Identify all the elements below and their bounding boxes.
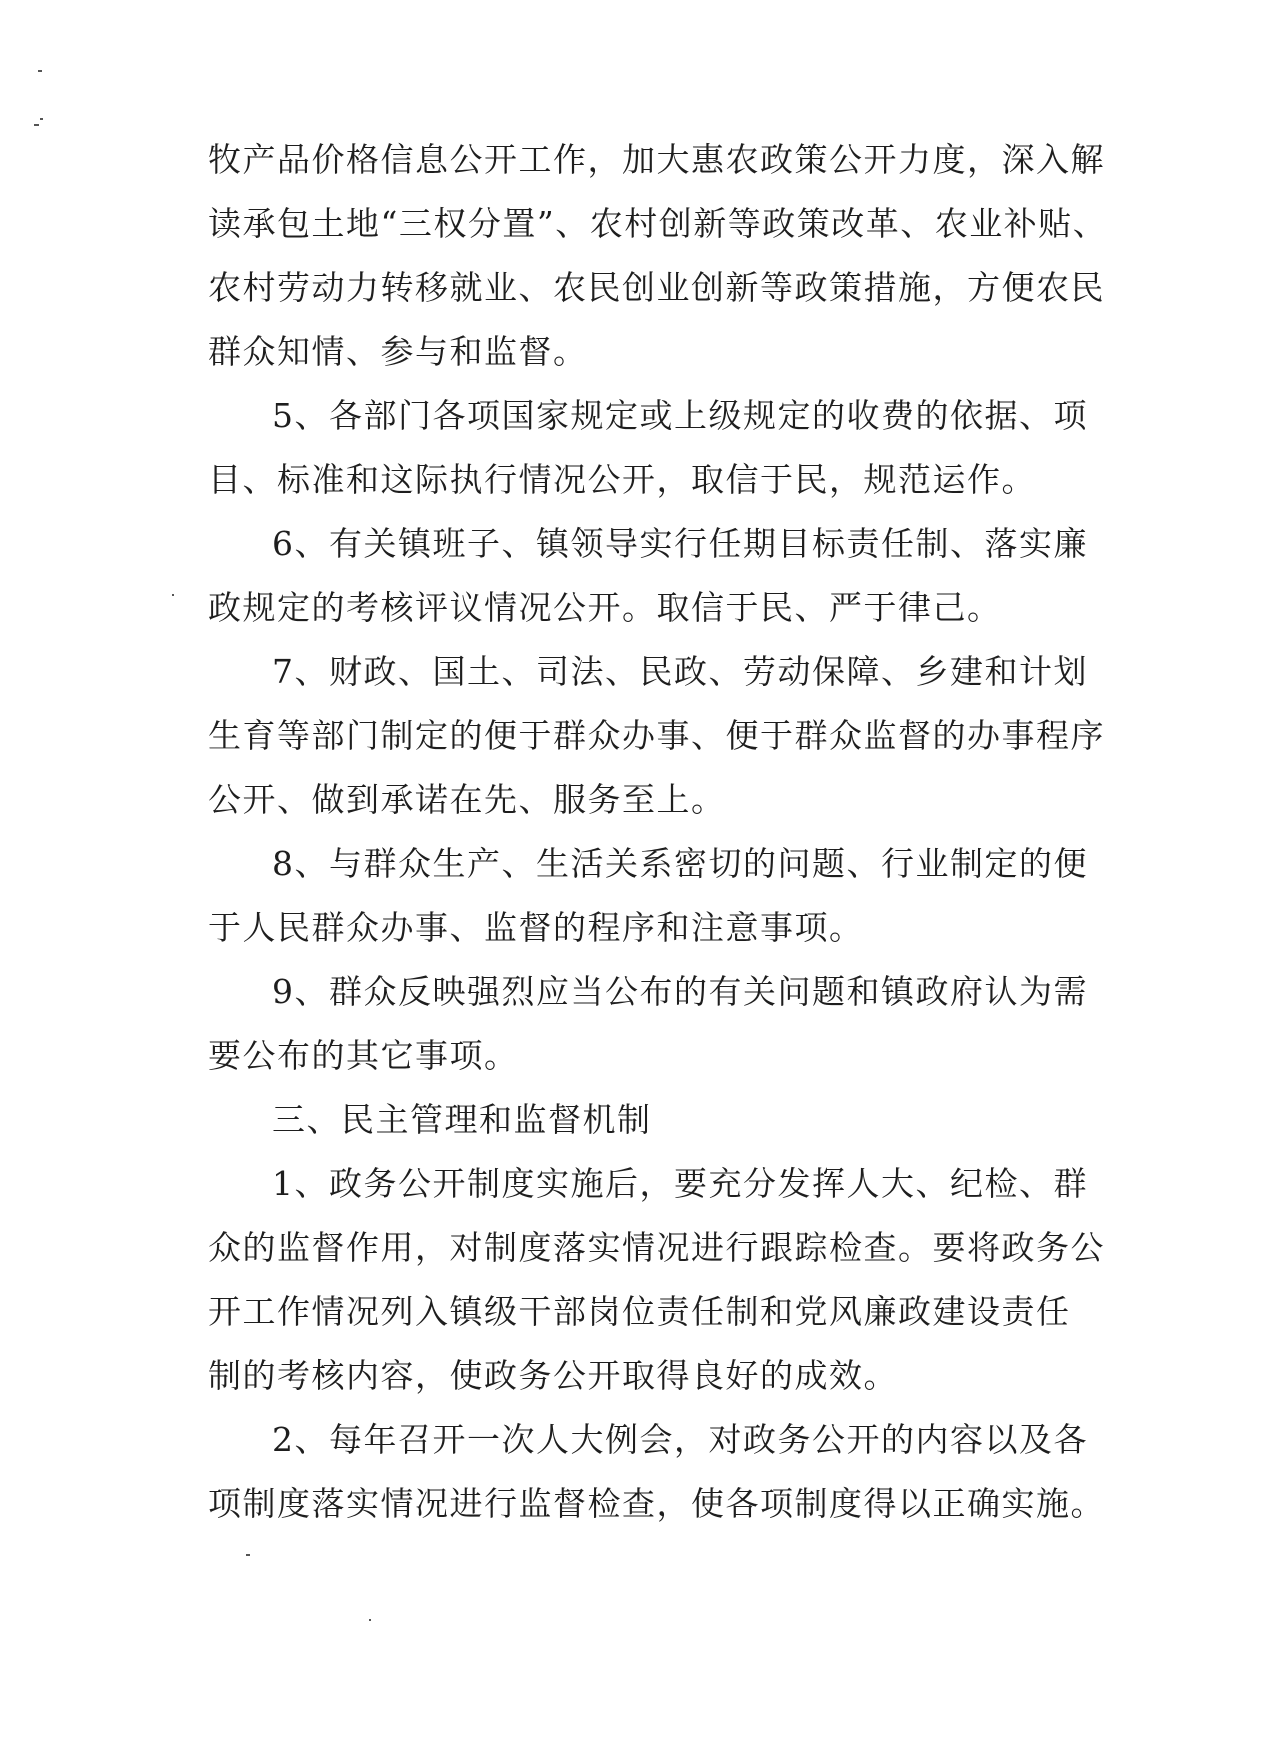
text-line: 群众知情、参与和监督。 (208, 332, 588, 371)
scan-mark (38, 70, 42, 72)
text-line: 农村劳动力转移就业、农民创业创新等政策措施，方便农民 (208, 268, 1105, 307)
text-line: 8、与群众生产、生活关系密切的问题、行业制定的便 (272, 844, 1088, 883)
section-heading: 三、民主管理和监督机制 (272, 1100, 652, 1139)
text-line: 6、有关镇班子、镇领导实行任期目标责任制、落实廉 (272, 524, 1088, 563)
text-line: 要公布的其它事项。 (208, 1036, 519, 1075)
text-line: 公开、做到承诺在先、服务至上。 (208, 780, 726, 819)
scan-mark (172, 594, 174, 596)
text-line: 2、每年召开一次人大例会，对政务公开的内容以及各 (272, 1420, 1088, 1459)
text-line: 项制度落实情况进行监督检查，使各项制度得以正确实施。 (208, 1484, 1105, 1523)
text-line: 5、各部门各项国家规定或上级规定的收费的依据、项 (272, 396, 1088, 435)
text-line: 制的考核内容，使政务公开取得良好的成效。 (208, 1356, 898, 1395)
text-line: 7、财政、国土、司法、民政、劳动保障、乡建和计划 (272, 652, 1088, 691)
text-line: 开工作情况列入镇级干部岗位责任制和党风廉政建设责任 (208, 1292, 1071, 1331)
text-line: 生育等部门制定的便于群众办事、便于群众监督的办事程序 (208, 716, 1105, 755)
text-line: 读承包土地“三权分置”、农村创新等政策改革、农业补贴、 (208, 204, 1108, 243)
text-line: 1、政务公开制度实施后，要充分发挥人大、纪检、群 (272, 1164, 1088, 1203)
text-line: 目、标准和这际执行情况公开，取信于民，规范运作。 (208, 460, 1036, 499)
text-line: 众的监督作用，对制度落实情况进行跟踪检查。要将政务公 (208, 1228, 1105, 1267)
text-line: 牧产品价格信息公开工作，加大惠农政策公开力度，深入解 (208, 140, 1105, 179)
text-line: 于人民群众办事、监督的程序和注意事项。 (208, 908, 864, 947)
scan-mark (34, 124, 39, 126)
text-line: 9、群众反映强烈应当公布的有关问题和镇政府认为需 (272, 972, 1088, 1011)
text-line: 政规定的考核评议情况公开。取信于民、严于律己。 (208, 588, 1002, 627)
scan-mark (246, 1554, 250, 1556)
scan-mark (40, 118, 43, 120)
scan-mark (369, 1619, 371, 1621)
